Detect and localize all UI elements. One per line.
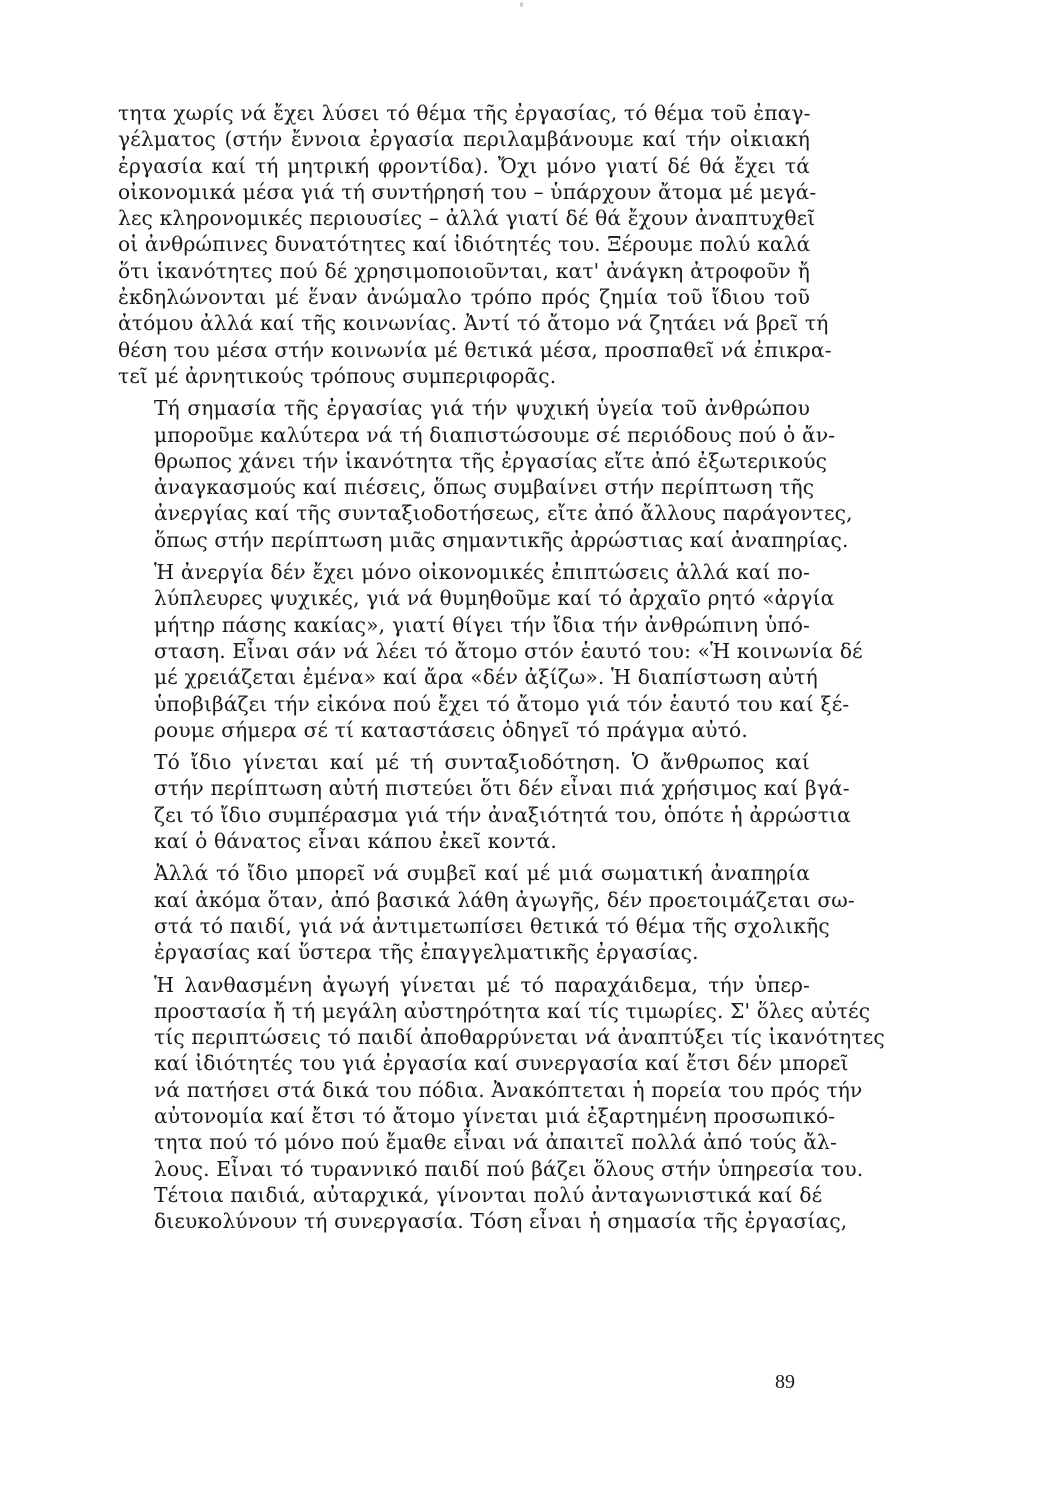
text-line: μέ χρειάζεται ἐμένα» καί ἄρα «δέν ἀξίζω». Ἡ διαπίστωση αὐτή xyxy=(154,665,818,690)
text-line: Ἀλλά τό ἴδιο μπορεῖ νά συμβεῖ καί μέ μιά σωματική ἀναπηρία xyxy=(154,861,810,886)
paragraph xyxy=(118,972,885,1235)
text-line: προστασία ἤ τή μεγάλη αὐστηρότητα καί τίς τιμωρίες. Σ' ὅλες αὐτές xyxy=(154,998,871,1023)
text-line: ἀναγκασμούς καί πιέσεις, ὅπως συμβαίνει στήν περίπτωση τῆς xyxy=(154,475,815,500)
text-line: τητα χωρίς νά ἔχει λύσει τό θέμα τῆς ἐργασίας, τό θέμα τοῦ ἐπαγ- xyxy=(118,101,811,125)
paragraph xyxy=(118,749,851,854)
text-line: στά τό παιδί, γιά νά ἀντιμετωπίσει θετικά τό θέμα τῆς σχολικῆς xyxy=(154,913,830,938)
text-line: οἱ ἀνθρώπινες δυνατότητες καί ἰδιότητές του. Ξέρουμε πολύ καλά xyxy=(118,232,811,257)
text-line: στήν περίπτωση αὐτή πιστεύει ὅτι δέν εἶναι πιά χρήσιμος καί βγά- xyxy=(154,776,850,801)
paragraph xyxy=(118,860,855,965)
text-line: ὑποβιβάζει τήν εἰκόνα πού ἔχει τό ἄτομο γιά τόν ἑαυτό του καί ξέ- xyxy=(154,691,850,716)
text-line: λες κληρονομικές περιουσίες – ἀλλά γιατί δέ θά ἔχουν ἀναπτυχθεῖ xyxy=(118,206,816,231)
text-line: ἐργασία καί τή μητρική φροντίδα). Ὄχι μόνο γιατί δέ θά ἔχει τά xyxy=(118,153,810,178)
text-line: καί ἀκόμα ὅταν, ἀπό βασικά λάθη ἀγωγῆς, δέν προετοιμάζεται σω- xyxy=(154,887,855,912)
text-line: γέλματος (στήν ἔννοια ἐργασία περιλαμβάνουμε καί τήν οἰκιακή xyxy=(118,127,810,152)
text-line: ἀνεργίας καί τῆς συνταξιοδοτήσεως, εἴτε ἀπό ἄλλους παράγοντες, xyxy=(154,501,853,526)
text-line: λύπλευρες ψυχικές, γιά νά θυμηθοῦμε καί τό ἀρχαῖο ρητό «ἀργία xyxy=(154,586,835,611)
text-line: τητα πού τό μόνο πού ἔμαθε εἶναι νά ἀπαιτεῖ πολλά ἀπό τούς ἄλ- xyxy=(154,1130,837,1155)
text-line: οἰκονομικά μέσα γιά τή συντήρησή του – ὑπάρχουν ἄτομα μέ μεγά- xyxy=(118,179,817,204)
page-body xyxy=(118,100,885,1460)
text-line: διευκολύνουν τή συνεργασία. Τόση εἶναι ἡ σημασία τῆς ἐργασίας, xyxy=(154,1209,848,1234)
text-line: τίς περιπτώσεις τό παιδί ἀποθαρρύνεται νά ἀναπτύξει τίς ἱκανότητες xyxy=(154,1025,885,1050)
text-line: Τέτοια παιδιά, αὐταρχικά, γίνονται πολύ ἀνταγωνιστικά καί δέ xyxy=(154,1182,823,1207)
text-line: καί ὁ θάνατος εἶναι κάπου ἐκεῖ κοντά. xyxy=(154,829,557,854)
text-line: μποροῦμε καλύτερα νά τή διαπιστώσουμε σέ περιόδους πού ὁ ἄν- xyxy=(154,422,836,447)
text-line: ὅτι ἱκανότητες πού δέ χρησιμοποιοῦνται, κατ' ἀνάγκη ἀτροφοῦν ἤ xyxy=(118,258,810,283)
text-line: ὅπως στήν περίπτωση μιᾶς σημαντικῆς ἀρρώστιας καί ἀναπηρίας. xyxy=(154,527,849,552)
text-line: Τό ἴδιο γίνεται καί μέ τή συνταξιοδότηση. Ὁ ἄνθρωπος καί xyxy=(154,750,810,775)
text-line: Ἡ λανθασμένη ἀγωγή γίνεται μέ τό παραχάιδεμα, τήν ὑπερ- xyxy=(154,972,810,997)
text-line: Ἡ ἀνεργία δέν ἔχει μόνο οἰκονομικές ἐπιπτώσεις ἀλλά καί πο- xyxy=(154,560,810,585)
text-line: θρωπος χάνει τήν ἱκανότητα τῆς ἐργασίας εἴτε ἀπό ἐξωτερικούς xyxy=(154,448,828,473)
text-line: ζει τό ἴδιο συμπέρασμα γιά τήν ἀναξιότητά του, ὁπότε ἡ ἀρρώστια xyxy=(154,802,851,827)
paragraph xyxy=(118,100,832,389)
text-line: καί ἰδιότητές του γιά ἐργασία καί συνεργασία καί ἔτσι δέν μπορεῖ xyxy=(154,1051,849,1076)
paragraph xyxy=(118,559,863,743)
text-line: θέση του μέσα στήν κοινωνία μέ θετικά μέσα, προσπαθεῖ νά ἐπικρα- xyxy=(118,337,832,362)
text-line: μήτηρ πάσης κακίας», γιατί θίγει τήν ἴδια τήν ἀνθρώπινη ὑπό- xyxy=(154,612,810,637)
body-text xyxy=(118,100,885,1234)
page-number: 89 xyxy=(775,1371,795,1393)
text-line: ἐργασίας καί ὕστερα τῆς ἐπαγγελματικῆς ἐργασίας. xyxy=(154,940,699,965)
text-line: νά πατήσει στά δικά του πόδια. Ἀνακόπτεται ἡ πορεία του πρός τήν xyxy=(154,1077,863,1102)
text-line: Τή σημασία τῆς ἐργασίας γιά τήν ψυχική ὑγεία τοῦ ἀνθρώπου xyxy=(154,396,810,421)
paragraph xyxy=(118,395,853,553)
text-line: αὐτονομία καί ἔτσι τό ἄτομο γίνεται μιά ἐξαρτημένη προσωπικό- xyxy=(154,1103,836,1128)
text-line: τεῖ μέ ἀρνητικούς τρόπους συμπεριφορᾶς. xyxy=(118,363,557,388)
text-line: σταση. Εἶναι σάν νά λέει τό ἄτομο στόν ἑαυτό του: «Ἡ κοινωνία δέ xyxy=(154,638,863,663)
text-line: ρουμε σήμερα σέ τί καταστάσεις ὁδηγεῖ τό πράγμα αὐτό. xyxy=(154,717,748,742)
text-line: ἀτόμου ἀλλά καί τῆς κοινωνίας. Ἀντί τό ἄτομο νά ζητάει νά βρεῖ τή xyxy=(118,311,829,336)
text-line: λους. Εἶναι τό τυραννικό παιδί πού βάζει ὅλους στήν ὑπηρεσία του. xyxy=(154,1156,864,1181)
scan-speck xyxy=(520,2,523,7)
text-line: ἐκδηλώνονται μέ ἕναν ἀνώμαλο τρόπο πρός ζημία τοῦ ἴδιου τοῦ xyxy=(118,285,810,310)
